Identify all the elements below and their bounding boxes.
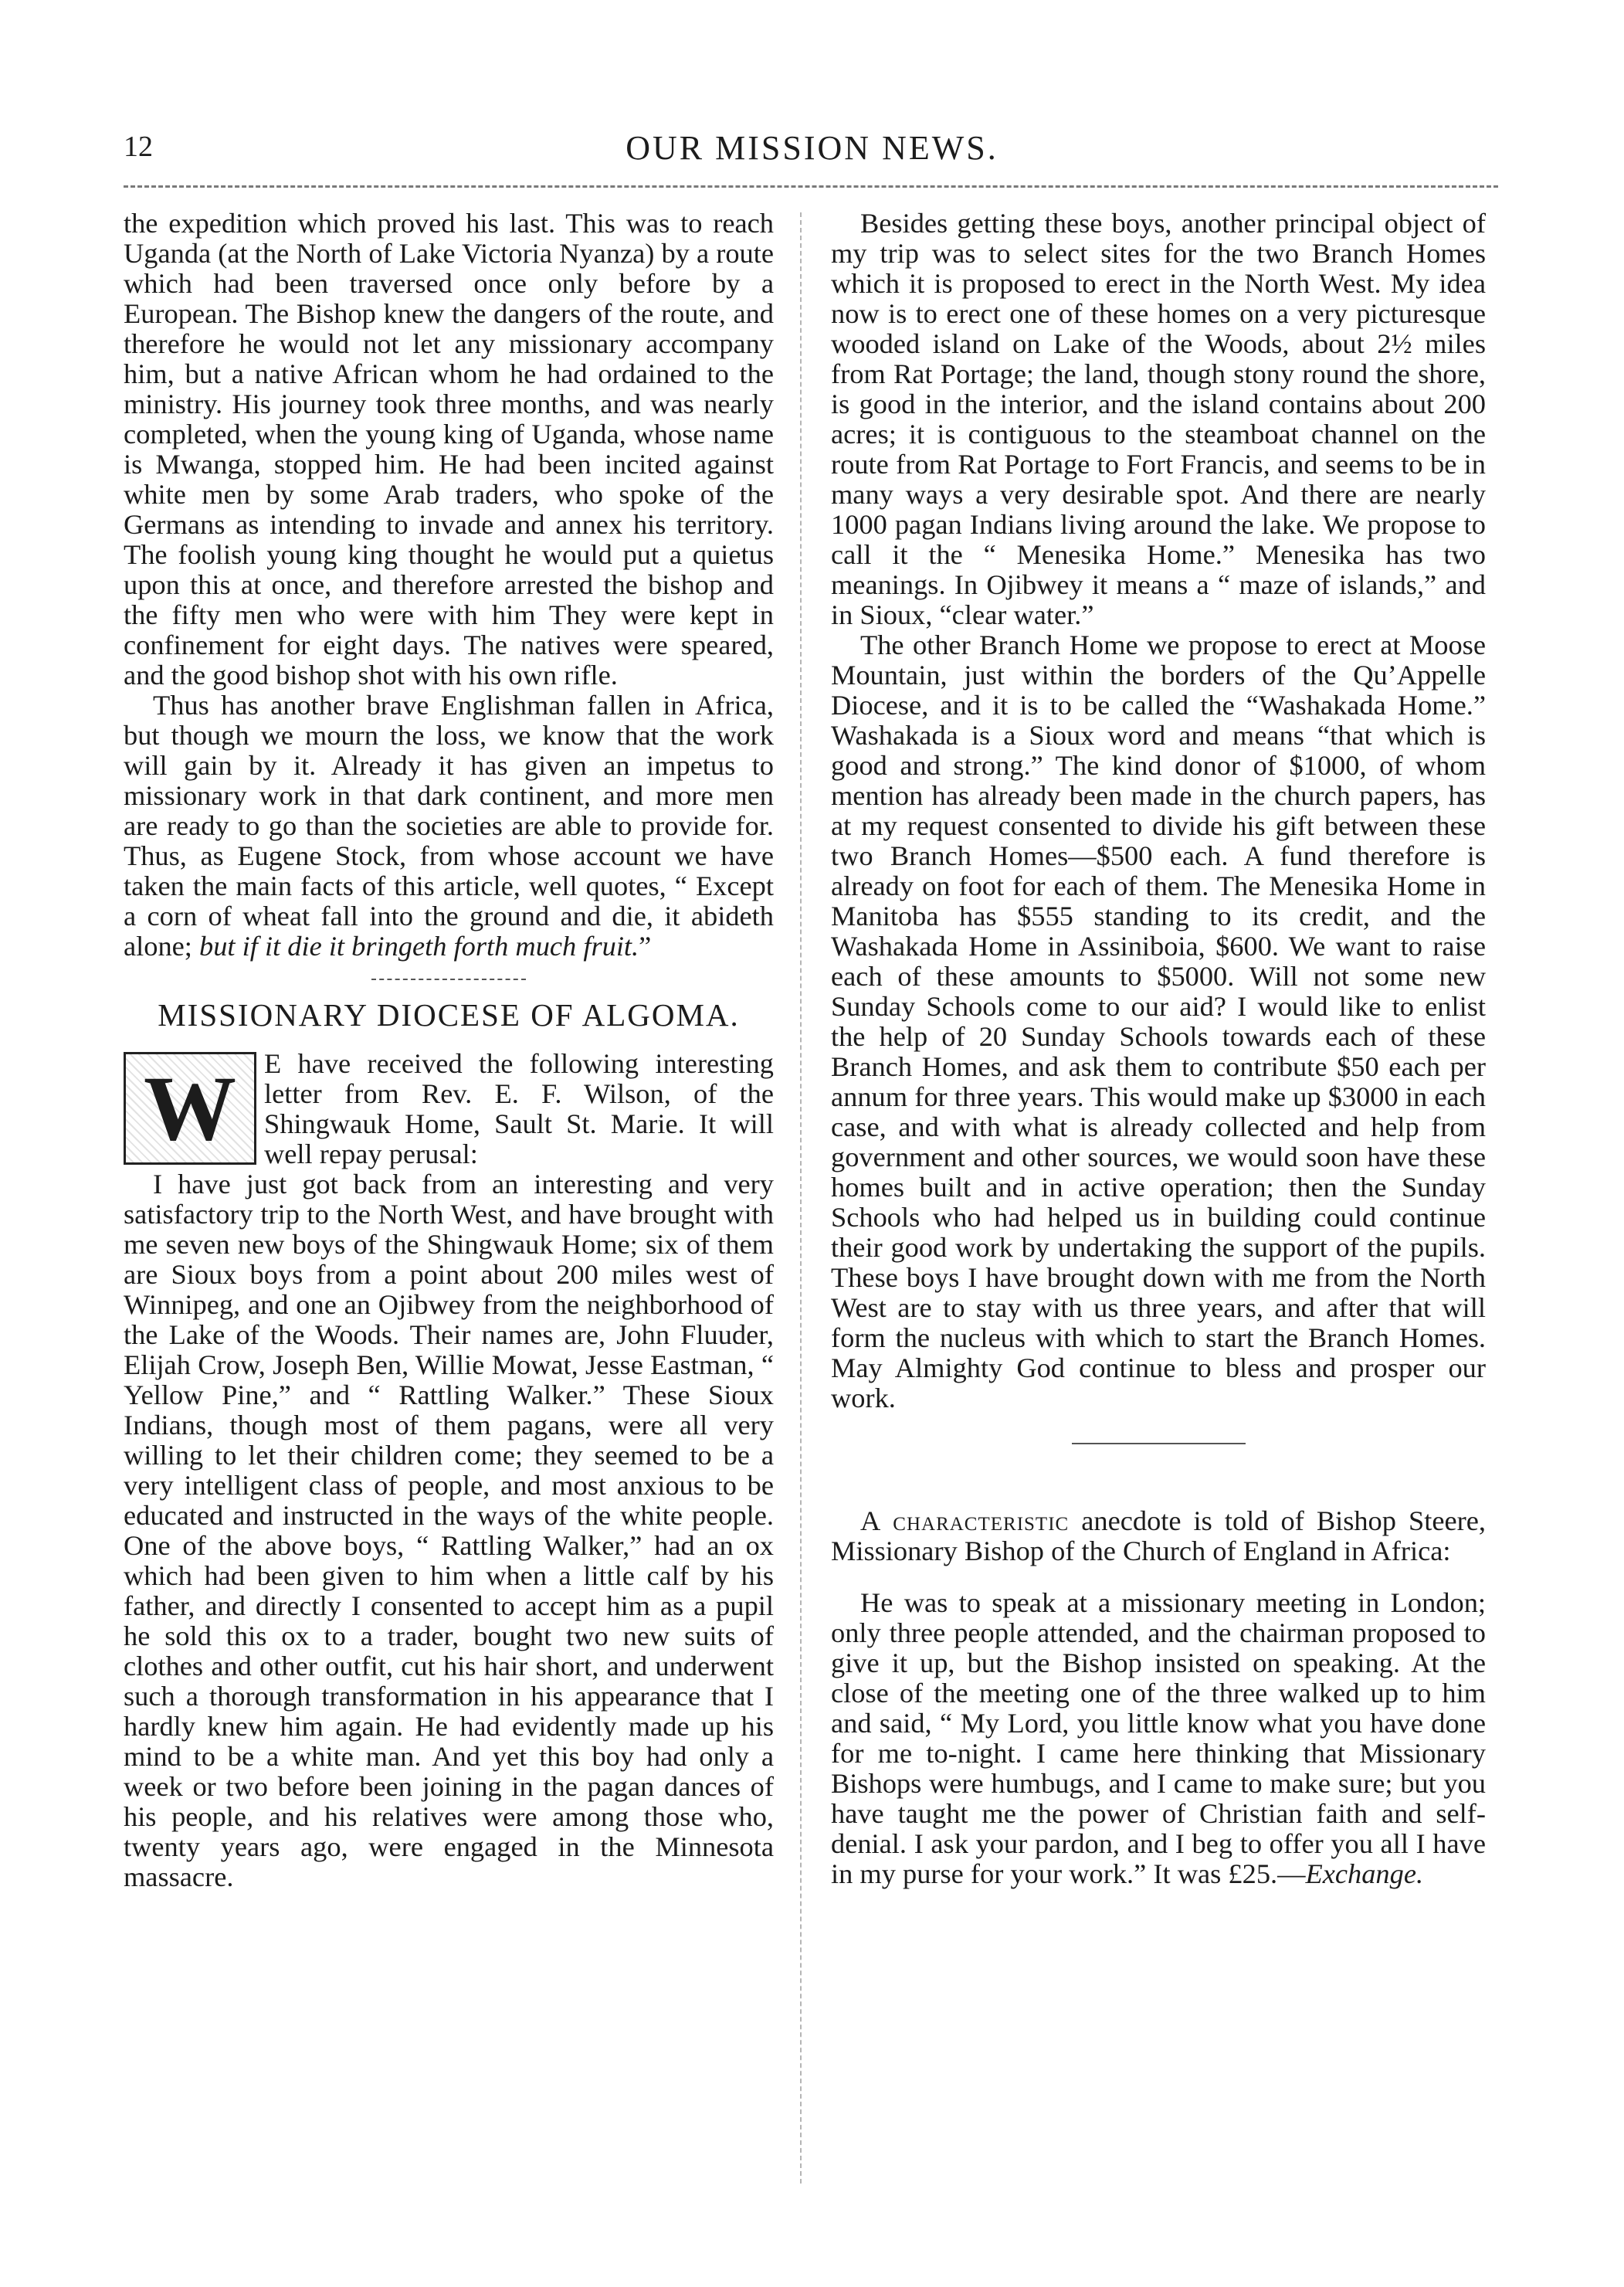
right-column: [831, 209, 1486, 1889]
section-divider: [1072, 1443, 1246, 1444]
section-title: MISSIONARY DIOCESE OF ALGOMA.: [158, 997, 740, 1033]
paragraph-text: He was to speak at a missionary meeting in London; only three people attended, and the chairman proposed to give it up, but the Bishop insisted on speaking. At the close of the meeting one of the three walked up to him and said, “ My Lord, you little know what you have done for me to-night. I came here thinking that Missionary Bishops were humbugs, and I came to make sure; but you have taught me the power of Christian faith and self-denial. I ask your pardon, and I beg to offer you all I have in my purse for your work.” It was: [831, 1587, 1486, 1889]
source-credit: Exchange.: [1305, 1858, 1424, 1889]
paragraph-text: Thus has another brave Englishman fallen in Africa, but though we mourn the loss, we know that the work will gain by it. Already it has given an impetus to missionary work in that dark continent, and more men are ready to go than the societies are able to provide for. Thus, as Eugene Stock, from whose account we have taken the main facts of this article, well quotes, “ Except a corn of wheat fall into the ground and die, it abideth alone;: [124, 690, 774, 962]
paragraph-letter-body: I have just got back from an interesting and very satisfactory trip to the North West, and have brought with me seven new boys of the Shingwauk Home; six of them are Sioux boys from a point about 200 miles west of Winnipeg, and one an Ojibwey from the neighborhood of the Lake of the Woods. Their names are, John Fluuder, Elijah Crow, Joseph Ben, Willie Mowat, Jesse Eastman, “ Yellow Pine,” and “ Rattling Walker.” These Sioux Indians, though most of them pagans, were all very willing to let their children come; they seemed to be a very intelligent class of people, and most anxious to be educated and instructed in the ways of the white people. One of the above boys, “ Rattling Walker,” had an ox which had been given to him when a little calf by his father, and directly I consented to accept him as a pupil he sold this ox to a trader, bought two new suits of clothes and other outfit, cut his hair short, and underwent such a thorough transformation in his appearance that I hardly knew him again. He had evidently made up his mind to be a white man. And yet this boy had only a week or two before been joining in the pagan dances of his people, and his relatives were among those who, twenty years ago, were engaged in the Minnesota massacre.: [124, 1169, 774, 1892]
paragraph-expedition: the expedition which proved his last. This was to reach Uganda (at the North of Lake Victoria Nyanza) by a route which had been traversed once only before by a European. The Bishop knew the dangers of the route, and therefore he would not let any missionary accompany him, but a native African whom he had ordained to the ministry. His journey took three months, and was nearly completed, when the young king of Uganda, whose name is Mwanga, stopped him. He had been incited against white men by some Arab traders, who spoke of the Germans as intending to invade and annex his territory. The foolish young king thought he would put a quietus upon this at once, and therefore arrested the bishop and the fifty men who were with him They were kept in confinement for eight days. The natives were speared, and the good bishop shot with his own rifle.: [124, 208, 774, 691]
section-divider: [371, 979, 526, 980]
letter-intro: [124, 1049, 774, 1892]
paragraph-anecdote: [831, 1588, 1486, 1889]
smallcaps-lead: A characteristic: [860, 1505, 1070, 1536]
paragraph-brave-englishman: [124, 691, 774, 962]
amount: £25.—: [1228, 1858, 1306, 1889]
column-divider: [800, 212, 802, 2184]
italic-quote: but if it die it bringeth forth much fruit.: [199, 931, 639, 962]
left-column: [124, 209, 774, 1892]
paragraph-received-letter: E have received the following interesting letter from Rev. E. F. Wilson, of the Shingwauk Home, Sault St. Marie. It will well repay perusal:: [264, 1048, 774, 1169]
header-rule: [124, 185, 1498, 188]
running-title: OUR MISSION NEWS.: [626, 129, 998, 167]
paragraph-anecdote-intro: [831, 1506, 1486, 1566]
paragraph-branch-homes: Besides getting these boys, another principal object of my trip was to select sites for the two Branch Homes which it is proposed to erect in the North West. My idea now is to erect one of these homes on a very picturesque wooded island on Lake of the Woods, about 2½ miles from Rat Portage; the land, though stony round the shore, is good in the interior, and the island contains about 200 acres; it is contiguous to the steamboat channel on the route from Rat Portage to Fort Francis, and seems to be in many ways a very desirable spot. And there are nearly 1000 pagan Indians living around the lake. We propose to call it the “ Menesika Home.” Menesika has two meanings. In Ojibwey it means a “ maze of islands,” and in Sioux, “clear water.”: [831, 208, 1486, 630]
page-number: 12: [124, 131, 153, 163]
closing-quote: ”: [639, 931, 652, 962]
ornamental-dropcap: W: [124, 1052, 256, 1165]
paragraph-washakada: The other Branch Home we propose to erect at Moose Mountain, just within the borders of the Qu’Appelle Diocese, and it is to be called the “Washakada Home.” Washakada is a Sioux word and means “that which is good and strong.” The kind donor of $1000, of whom mention has already been made in the church papers, has at my request consented to divide his gift between these two Branch Homes—$500 each. A fund therefore is already on foot for each of them. The Menesika Home in Manitoba has $555 standing to its credit, and the Washakada Home in Assiniboia, $600. We want to raise each of these amounts to $5000. Will not some new Sunday Schools come to our aid? I would like to enlist the help of 20 Sunday Schools towards each of these Branch Homes, and ask them to contribute $50 each per annum for three years. This would make up $3000 in each case, and with what is already collected and help from government and other sources, we would soon have these homes built and in active operation; then the Sunday Schools who had helped us in building could continue their good work by undertaking the support of the pupils. These boys I have brought down with me from the North West are to stay with us three years, and after that will form the nucleus with which to start the Branch Homes. May Almighty God continue to bless and prosper our work.: [831, 629, 1486, 1413]
paragraph-text: anecdote is told of Bishop Steere, Missionary Bishop of the Church of England in Africa:: [831, 1505, 1486, 1566]
